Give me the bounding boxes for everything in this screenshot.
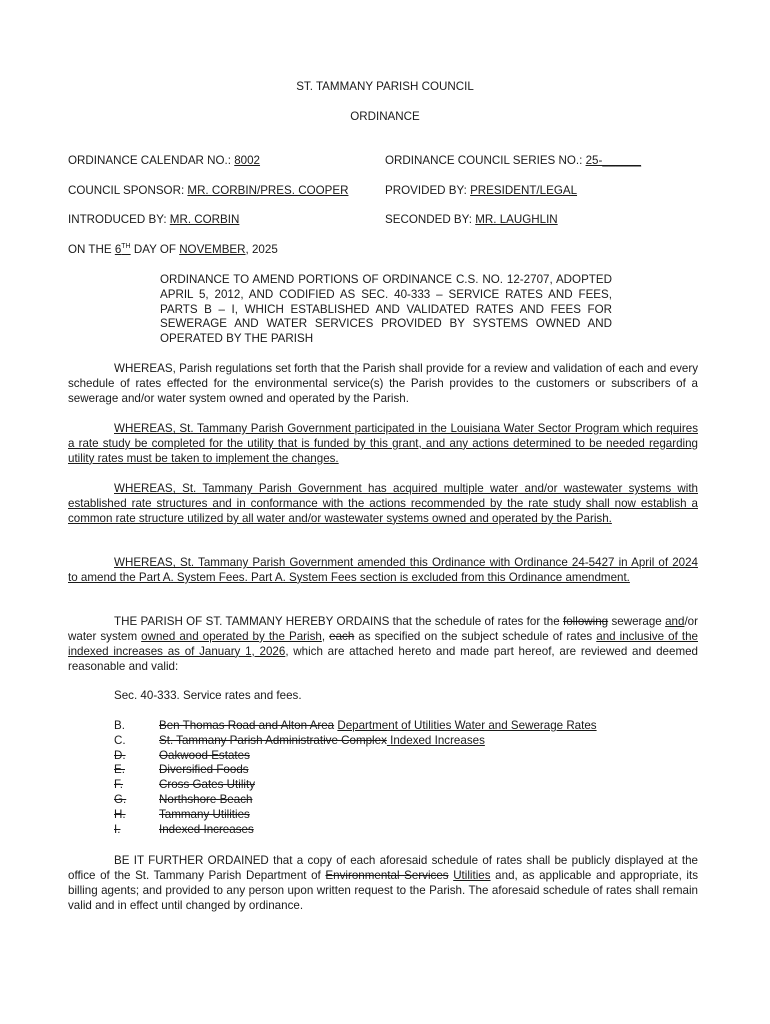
item-letter: B. bbox=[114, 719, 125, 732]
calendar-label: ORDINANCE CALENDAR NO.: bbox=[68, 154, 231, 167]
whereas-paragraph: WHEREAS, St. Tammany Parish Government amended this Ordinance with Ordinance 24-5427 in April of 2024 to amend the Part A. System Fees. Part A. System Fees section is excluded from this Ordinance amendment. bbox=[68, 556, 698, 584]
seconded-value: MR. LAUGHLIN bbox=[475, 213, 558, 226]
struck-text: following bbox=[563, 615, 609, 628]
seconded-by-line bbox=[385, 213, 558, 226]
series-value: 25-______ bbox=[585, 154, 642, 167]
whereas-paragraph: WHEREAS, St. Tammany Parish Government has acquired multiple water and/or wastewater systems with established rate structures and in conformance with the actions recommended by the rate study shall now establish a common rate structure utilized by all water and/or wastewater systems owned and operated by the Parish. bbox=[68, 482, 698, 525]
date-line bbox=[68, 243, 278, 256]
struck-text: Cross Gates Utility bbox=[159, 778, 255, 792]
section-heading: Sec. 40-333. Service rates and fees. bbox=[114, 689, 302, 702]
council-heading: ST. TAMMANY PARISH COUNCIL bbox=[296, 80, 474, 93]
list-item bbox=[114, 749, 597, 764]
rates-list bbox=[114, 719, 597, 837]
item-letter: E. bbox=[114, 763, 125, 777]
added-text: Utilities bbox=[453, 868, 491, 882]
item-letter: F. bbox=[114, 778, 124, 792]
struck-text: Diversified Foods bbox=[159, 763, 249, 777]
date-prefix: ON THE bbox=[68, 243, 112, 256]
date-month: NOVEMBER bbox=[179, 243, 246, 256]
sponsor-value: MR. CORBIN/PRES. COOPER bbox=[187, 184, 349, 197]
sponsor-label: COUNCIL SPONSOR: bbox=[68, 184, 185, 197]
struck-text: Tammany Utilities bbox=[159, 807, 250, 821]
item-letter: I. bbox=[114, 822, 121, 836]
list-item bbox=[114, 778, 597, 793]
struck-text: Oakwood Estates bbox=[159, 748, 250, 762]
whereas-paragraph: WHEREAS, Parish regulations set forth that the Parish shall provide for a review and validation of each and every schedule of rates effected for the environmental service(s) the Parish provides to the customers or subscribers of a sewerage and/or water system owned and operated by the Parish. bbox=[68, 362, 698, 405]
provided-by-line bbox=[385, 184, 577, 197]
added-text: owned and operated by the Parish bbox=[141, 629, 322, 643]
item-letter: C. bbox=[114, 733, 126, 747]
list-item bbox=[114, 793, 597, 808]
struck-text: Ben Thomas Road and Alton Area bbox=[159, 719, 335, 732]
date-year: , 2025 bbox=[245, 243, 278, 256]
struck-text: St. Tammany Parish Administrative Complex bbox=[159, 733, 387, 747]
further-ordained-paragraph: BE IT FURTHER ORDAINED that a copy of each aforesaid schedule of rates shall be publicly displayed at the office of the St. Tammany Parish Department of Environmental Services Utilities and, as applicable and appropriate, its billing agents; and provided to any person upon written request to the Parish. The aforesaid schedule of rates shall remain valid and in effect until changed by ordinance. bbox=[68, 854, 698, 912]
item-letter: H. bbox=[114, 807, 126, 821]
list-item bbox=[114, 823, 597, 838]
introduced-value: MR. CORBIN bbox=[169, 213, 240, 226]
series-number-line bbox=[385, 154, 641, 167]
whereas-paragraph: WHEREAS, St. Tammany Parish Government participated in the Louisiana Water Sector Program which requires a rate study be completed for the utility that is funded by this grant, and any actions determined to be needed regarding utility rates must be taken to implement the changes. bbox=[68, 422, 698, 465]
series-label: ORDINANCE COUNCIL SERIES NO.: bbox=[385, 154, 583, 167]
item-letter: D. bbox=[114, 748, 126, 762]
introduced-by-line bbox=[68, 213, 239, 226]
ordinance-title: ORDINANCE TO AMEND PORTIONS OF ORDINANCE C.S. NO. 12-2707, ADOPTED APRIL 5, 2012, AND CODIFIED AS SEC. 40-333 – SERVICE RATES AND FEES, PARTS B – I, WHICH ESTABLISHED AND VALIDATED RATES AND FEES FOR SEWERAGE AND WATER SERVICES PROVIDED BY SYSTEMS OWNED AND OPERATED BY THE PARISH bbox=[160, 273, 612, 346]
struck-text: Indexed Increases bbox=[159, 822, 254, 836]
added-text: Department of Utilities Water and Sewerage Rates bbox=[337, 719, 597, 732]
struck-text: Environmental Services bbox=[325, 868, 449, 882]
struck-text: each bbox=[329, 629, 355, 643]
added-text: Indexed Increases bbox=[390, 733, 485, 747]
ordinance-heading: ORDINANCE bbox=[350, 110, 420, 123]
ordains-paragraph: THE PARISH OF ST. TAMMANY HEREBY ORDAINS that the schedule of rates for the following sewerage and/or water system owned and operated by the Parish, each as specified on the subject schedule of rates and inclusive of the indexed increases as of January 1, 2026, which are attached hereto and made part hereof, are reviewed and deemed reasonable and valid: bbox=[68, 615, 698, 673]
date-day: 6TH bbox=[114, 243, 131, 256]
list-item bbox=[114, 763, 597, 778]
struck-text: Northshore Beach bbox=[159, 792, 253, 806]
added-text: and bbox=[665, 615, 685, 628]
calendar-number-line bbox=[68, 154, 260, 167]
sponsor-line bbox=[68, 184, 348, 197]
calendar-value: 8002 bbox=[234, 154, 261, 167]
list-item bbox=[114, 734, 597, 749]
list-item bbox=[114, 808, 597, 823]
item-letter: G. bbox=[114, 792, 127, 806]
introduced-label: INTRODUCED BY: bbox=[68, 213, 167, 226]
added-text: and inclusive of the indexed increases as of January 1, 2026 bbox=[68, 629, 698, 658]
list-item bbox=[114, 719, 597, 734]
seconded-label: SECONDED BY: bbox=[385, 213, 472, 226]
date-mid: DAY OF bbox=[133, 243, 176, 256]
provided-label: PROVIDED BY: bbox=[385, 184, 467, 197]
provided-value: PRESIDENT/LEGAL bbox=[470, 184, 578, 197]
